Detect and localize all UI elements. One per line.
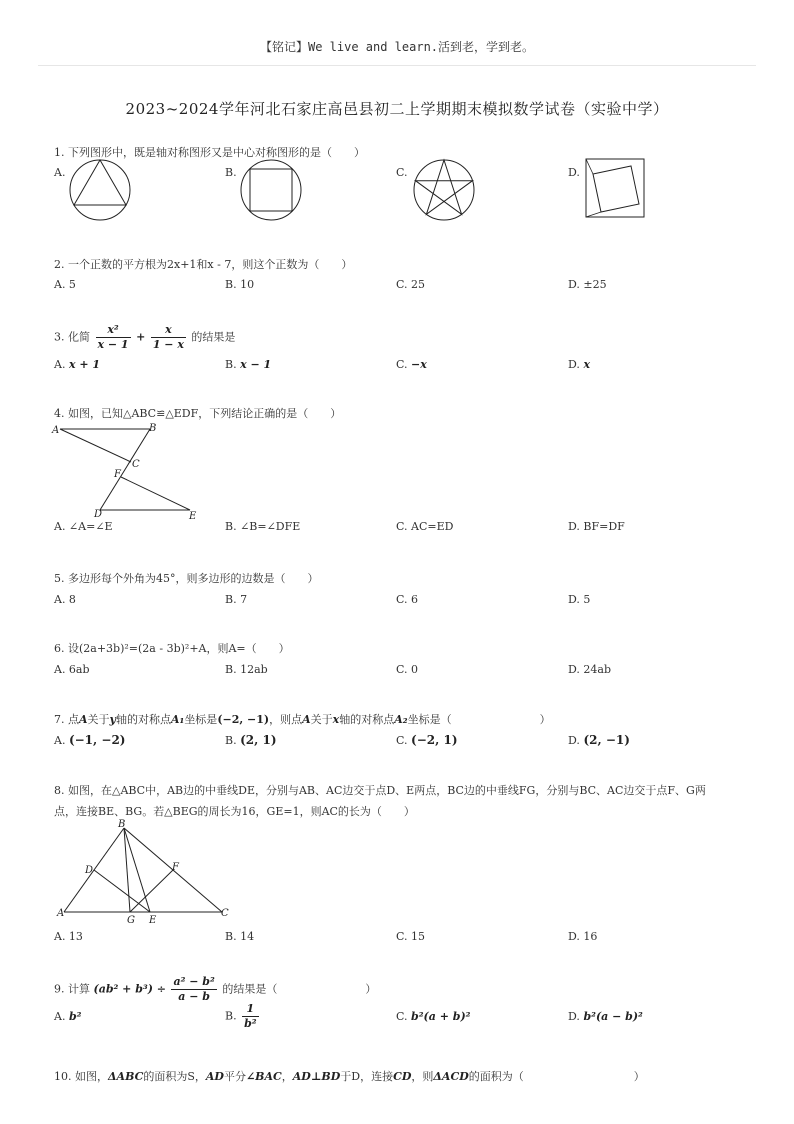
q9-option-d[interactable]	[568, 1010, 643, 1023]
q1-figure-d-square-rotated	[585, 158, 647, 220]
q7-text-5: ，则点	[269, 713, 303, 726]
q1-figure-c-circle-star	[412, 158, 478, 224]
q10-segment-ad: AD	[205, 1070, 224, 1083]
q7-axis-x: x	[332, 713, 340, 726]
q4-point-b: B	[149, 423, 157, 434]
q6-option-c[interactable]: C. 0	[396, 663, 419, 676]
q4-point-a: A	[52, 425, 60, 436]
q6-option-a[interactable]: A. 6ab	[54, 663, 90, 676]
q9-option-a[interactable]	[54, 1010, 81, 1023]
q1-option-c[interactable]: C.	[396, 166, 408, 179]
q2-stem: 2. 一个正数的平方根为2x+1和x - 7，则这个正数为（ ）	[54, 258, 353, 271]
q7-text-2: 关于	[87, 713, 110, 726]
q7-option-a-math: (−1, −2)	[68, 733, 126, 747]
q7-option-a[interactable]	[54, 733, 125, 747]
q4-line-fe	[121, 477, 190, 510]
q10-angle-bac: ∠BAC	[245, 1070, 282, 1083]
q2-option-d[interactable]: D. ±25	[568, 278, 607, 291]
q2-option-a[interactable]: A. 5	[54, 278, 76, 291]
q7-option-b-label: B.	[225, 734, 237, 747]
q8-point-e: E	[149, 915, 157, 926]
q9-frac-denominator: a − b	[178, 990, 210, 1003]
q7-option-d-math: (2, −1)	[583, 733, 630, 747]
q3-option-c-math: −x	[411, 358, 427, 371]
q8-option-d[interactable]: D. 16	[568, 930, 598, 943]
q1-option-b[interactable]: B.	[225, 166, 237, 179]
q4-point-f: F	[114, 469, 121, 480]
q7-option-c-label: C.	[396, 734, 408, 747]
q10-triangle-abc: ΔABC	[108, 1070, 144, 1083]
q9-option-b-numerator: 1	[242, 1002, 259, 1017]
q7-option-c-math: (−2, 1)	[411, 733, 458, 747]
q4-point-e: E	[189, 511, 197, 520]
q7-option-c[interactable]	[396, 733, 458, 747]
q9-stem	[54, 975, 376, 1004]
q10-text-7: 的面积为（ ）	[468, 1070, 645, 1083]
q5-option-a[interactable]: A. 8	[54, 593, 76, 606]
q10-text-5: 于D，连接	[340, 1070, 394, 1083]
q8-option-c[interactable]: C. 15	[396, 930, 426, 943]
q9-option-c-math: b²(a + b)²	[411, 1010, 471, 1023]
q9-option-c-label: C.	[396, 1010, 408, 1023]
q9-option-b[interactable]	[225, 1002, 261, 1031]
q2-option-b[interactable]: B. 10	[225, 278, 255, 291]
q7-option-d[interactable]	[568, 733, 630, 747]
q2-option-c[interactable]: C. 25	[396, 278, 426, 291]
q8-option-b[interactable]: B. 14	[225, 930, 255, 943]
q4-option-d[interactable]: D. BF=DF	[568, 520, 625, 533]
q4-line-bd	[100, 429, 150, 510]
q9-frac-numerator: a² − b²	[173, 975, 215, 988]
q8-point-c: C	[221, 908, 229, 919]
q3-frac2-denominator: 1 − x	[152, 338, 184, 351]
q4-option-c[interactable]: C. AC=ED	[396, 520, 454, 533]
q10-text-3: 平分	[223, 1070, 246, 1083]
q7-text-7: 轴的对称点	[339, 713, 395, 726]
q3-option-c[interactable]	[396, 358, 427, 371]
q3-option-a-label: A.	[54, 358, 66, 371]
q7-option-a-label: A.	[54, 734, 66, 747]
q8-point-f: F	[172, 862, 179, 873]
q9-option-d-label: D.	[568, 1010, 580, 1023]
q9-suffix: 的结果是（ ）	[222, 982, 377, 996]
q9-fraction	[171, 975, 216, 1004]
q4-point-c: C	[132, 459, 140, 470]
q3-option-b-math: x − 1	[240, 358, 272, 371]
q8-line-bg	[124, 828, 130, 912]
q3-option-c-label: C.	[396, 358, 408, 371]
q3-option-d-math: x	[583, 358, 590, 371]
q9-option-b-fraction	[242, 1002, 259, 1031]
q9-option-b-denominator: b²	[244, 1017, 257, 1030]
q7-text-6: 关于	[310, 713, 333, 726]
q3-prefix: 3. 化简	[54, 330, 90, 344]
page-header: 【铭记】We live and learn.活到老，学到老。	[259, 40, 535, 54]
q9-expression: (ab² + b³) ÷	[93, 982, 166, 996]
q7-point-a-2: A	[302, 713, 311, 726]
q6-option-d[interactable]: D. 24ab	[568, 663, 612, 676]
q3-option-a[interactable]	[54, 358, 100, 371]
q7-stem	[54, 711, 551, 727]
q3-fraction-1	[96, 323, 131, 352]
q5-stem: 5. 多边形每个外角为45°，则多边形的边数是（ ）	[54, 572, 319, 585]
q10-perpendicular: AD⊥BD	[292, 1070, 341, 1083]
q5-option-b[interactable]: B. 7	[225, 593, 248, 606]
q5-option-c[interactable]: C. 6	[396, 593, 419, 606]
exam-title: 2023~2024学年河北石家庄高邑县初二上学期期末模拟数学试卷（实验中学）	[125, 100, 669, 118]
q8-stem-line2: 点，连接BE、BG。若△BEG的周长为16，GE=1，则AC的长为（ ）	[54, 805, 415, 818]
q7-text-4: 坐标是	[184, 713, 218, 726]
q4-figure	[50, 420, 210, 520]
q7-option-b[interactable]	[225, 733, 277, 747]
q9-option-a-math: b²	[68, 1010, 82, 1023]
q8-point-d: D	[85, 865, 94, 876]
q1-figure-b-circle-square	[239, 158, 305, 224]
q9-prefix: 9. 计算	[54, 982, 90, 996]
q6-option-b[interactable]: B. 12ab	[225, 663, 268, 676]
q3-option-b-label: B.	[225, 358, 237, 371]
q9-option-a-label: A.	[54, 1010, 66, 1023]
q4-point-d: D	[94, 509, 103, 520]
q3-suffix: 的结果是	[191, 330, 236, 344]
q3-stem	[54, 323, 235, 352]
header-divider	[38, 65, 756, 66]
q8-line-fg	[130, 870, 173, 912]
q3-frac1-numerator: x²	[96, 323, 131, 338]
q8-point-a: A	[57, 908, 65, 919]
q7-coord: (−2, −1)	[217, 713, 270, 726]
q4-line-ac	[60, 429, 131, 462]
q1-option-a[interactable]: A.	[54, 166, 66, 179]
q10-triangle-acd: ΔACD	[433, 1070, 469, 1083]
q10-stem	[54, 1068, 645, 1084]
q7-point-a2: A₂	[394, 713, 408, 726]
q8-figure	[54, 818, 239, 928]
q3-fraction-2	[151, 323, 186, 352]
q9-option-d-math: b²(a − b)²	[583, 1010, 643, 1023]
q4-stem: 4. 如图，已知△ABC≌△EDF，下列结论正确的是（ ）	[54, 407, 342, 420]
q8-stem-line1: 8. 如图，在△ABC中，AB边的中垂线DE，分别与AB、AC边交于点D、E两点，BC边的中垂线FG，分别与BC、AC边交于点F、G两	[54, 784, 706, 797]
q8-option-a[interactable]: A. 13	[54, 930, 83, 943]
q3-option-d-label: D.	[568, 358, 580, 371]
q8-line-de	[94, 870, 150, 912]
q5-option-d[interactable]: D. 5	[568, 593, 591, 606]
q7-text-8: 坐标是（ ）	[407, 713, 551, 726]
q4-option-a[interactable]: A. ∠A=∠E	[54, 520, 113, 533]
q7-point-a1: A₁	[170, 713, 185, 726]
q7-axis-y: y	[109, 713, 116, 726]
q7-text-3: 轴的对称点	[115, 713, 171, 726]
q7-option-d-label: D.	[568, 734, 580, 747]
q7-point-a: A	[79, 713, 88, 726]
q1-stem: 1. 下列图形中，既是轴对称图形又是中心对称图形的是（ ）	[54, 146, 365, 159]
q10-segment-cd: CD	[393, 1070, 412, 1083]
q1-option-d[interactable]: D.	[568, 166, 580, 179]
q7-option-b-math: (2, 1)	[240, 733, 277, 747]
q3-frac1-denominator: x − 1	[97, 338, 129, 351]
q9-option-b-label: B.	[225, 1009, 237, 1023]
q3-option-a-math: x + 1	[68, 358, 101, 371]
q1-figure-a-circle-triangle	[68, 158, 134, 224]
q3-frac2-numerator: x	[151, 323, 186, 338]
q8-point-b: B	[118, 819, 126, 830]
q7-text-1: 7. 点	[54, 713, 79, 726]
q3-option-b[interactable]	[225, 358, 271, 371]
q8-line-be	[124, 828, 150, 912]
q4-option-b[interactable]: B. ∠B=∠DFE	[225, 520, 301, 533]
q3-plus: +	[136, 330, 146, 344]
q10-text-2: 的面积为S，	[143, 1070, 206, 1083]
q10-text-6: ，则	[411, 1070, 434, 1083]
q10-text-1: 10. 如图，	[54, 1070, 108, 1083]
q9-option-c[interactable]	[396, 1010, 470, 1023]
q10-text-4: ，	[281, 1070, 293, 1083]
q3-option-d[interactable]	[568, 358, 590, 371]
q6-stem: 6. 设(2a+3b)²=(2a - 3b)²+A，则A=（ ）	[54, 642, 290, 655]
q8-point-g: G	[127, 915, 135, 926]
